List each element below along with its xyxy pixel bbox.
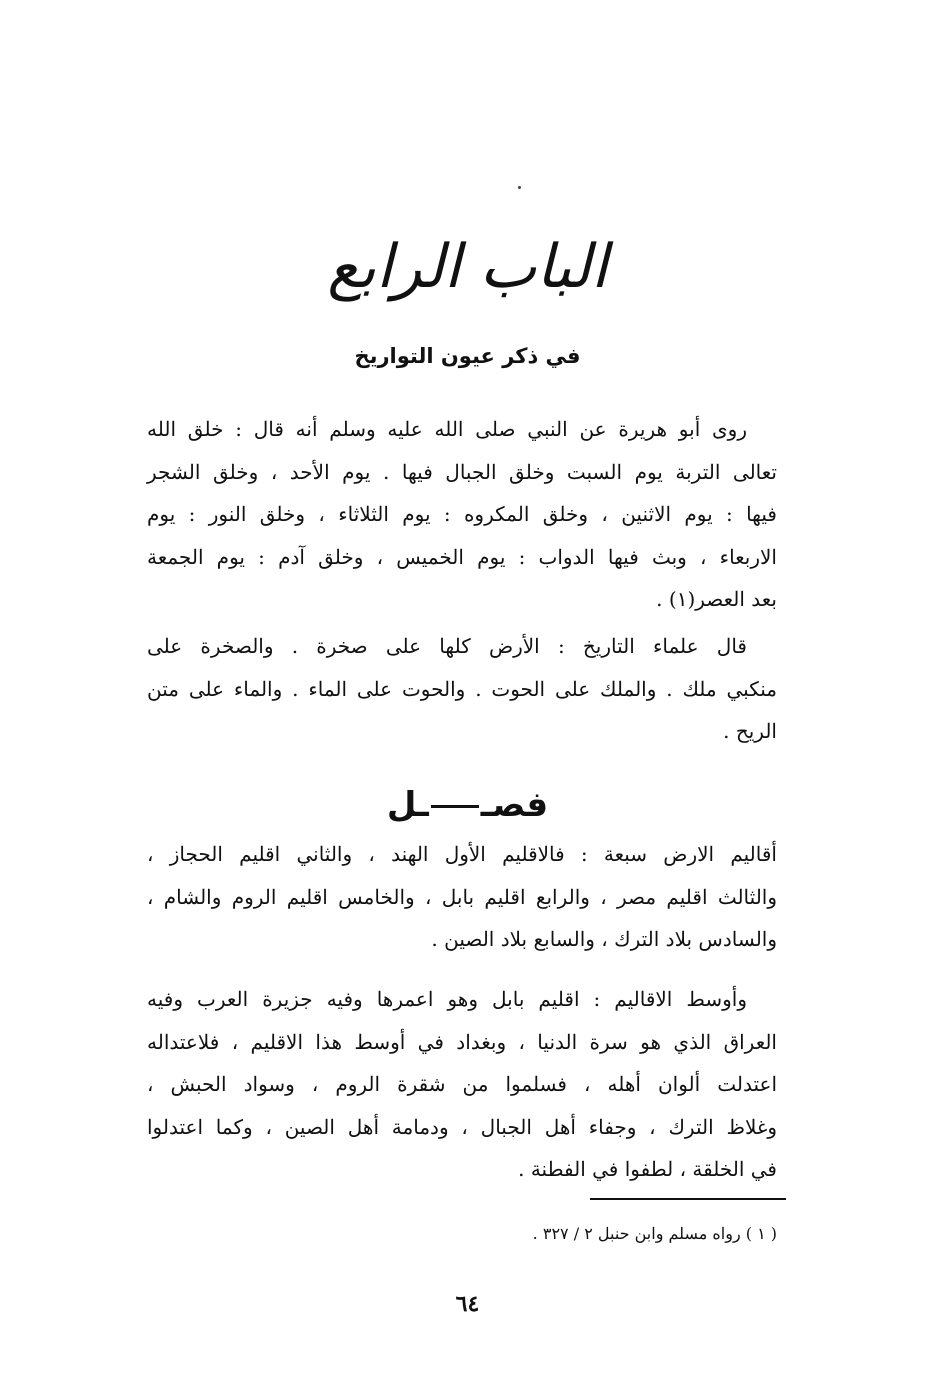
paragraph-1 <box>147 408 777 621</box>
paragraph-line: منكبي ملك . والملك على الحوت . والحوت على الماء . والماء على متن <box>147 676 777 701</box>
paragraph-line: بعد العصر(١) . <box>656 587 777 611</box>
paragraph-line: روى أبو هريرة عن النبي صلى الله عليه وسلم أنه قال : خلق الله <box>147 417 747 441</box>
paragraph-line: العراق الذي هو سرة الدنيا ، وبغداد في أوسط هذا الاقليم ، فلاعتداله <box>147 1029 777 1054</box>
section-heading-start: فصـ <box>480 785 549 825</box>
footnote-divider <box>590 1198 786 1200</box>
paragraph-3 <box>147 833 777 961</box>
paragraph-line: وأوسط الاقاليم : اقليم بابل وهو اعمرها وفيه جزيرة العرب وفيه <box>147 987 747 1011</box>
paragraph-line: قال علماء التاريخ : الأرض كلها على صخرة . والصخرة على <box>147 634 747 658</box>
paragraph-line: فيها : يوم الاثنين ، وخلق المكروه : يوم الثلاثاء ، وخلق النور : يوم <box>147 502 777 526</box>
section-heading-end: ـل <box>386 785 429 825</box>
paragraph-line: والسادس بلاد الترك ، والسابع بلاد الصين . <box>431 927 777 951</box>
paragraph-line: أقاليم الارض سبعة : فالاقليم الأول الهند ، والثاني اقليم الحجاز ، <box>147 842 777 866</box>
chapter-title: الباب الرابع <box>327 232 608 302</box>
paragraph-line: اعتدلت ألوان أهله ، فسلموا من شقرة الروم ، وسواد الحبش ، <box>147 1072 777 1096</box>
scan-speck <box>518 186 521 189</box>
paragraph-line: والثالث اقليم مصر ، والرابع اقليم بابل ، والخامس اقليم الروم والشام ، <box>147 884 777 909</box>
page-number: ٦٤ <box>455 1291 480 1317</box>
paragraph-4 <box>147 978 777 1191</box>
paragraph-line: تعالى التربة يوم السبت وخلق الجبال فيها . يوم الأحد ، وخلق الشجر <box>147 459 777 484</box>
kashida-stroke <box>431 805 479 808</box>
paragraph-line: وغلاظ الترك ، وجفاء أهل الجبال ، ودمامة أهل الصين ، وكما اعتدلوا <box>147 1114 777 1139</box>
paragraph-line: الاربعاء ، وبث فيها الدواب : يوم الخميس ، وخلق آدم : يوم الجمعة <box>147 544 777 569</box>
chapter-subtitle: في ذكر عيون التواريخ <box>354 344 581 368</box>
footnote: ( ١ ) رواه مسلم وابن حنبل ٢ / ٣٢٧ . <box>532 1224 777 1243</box>
paragraph-line: الريح . <box>723 719 777 743</box>
section-heading <box>0 778 935 832</box>
paragraph-line: في الخلقة ، لطفوا في الفطنة . <box>518 1157 777 1181</box>
paragraph-2 <box>147 625 777 753</box>
